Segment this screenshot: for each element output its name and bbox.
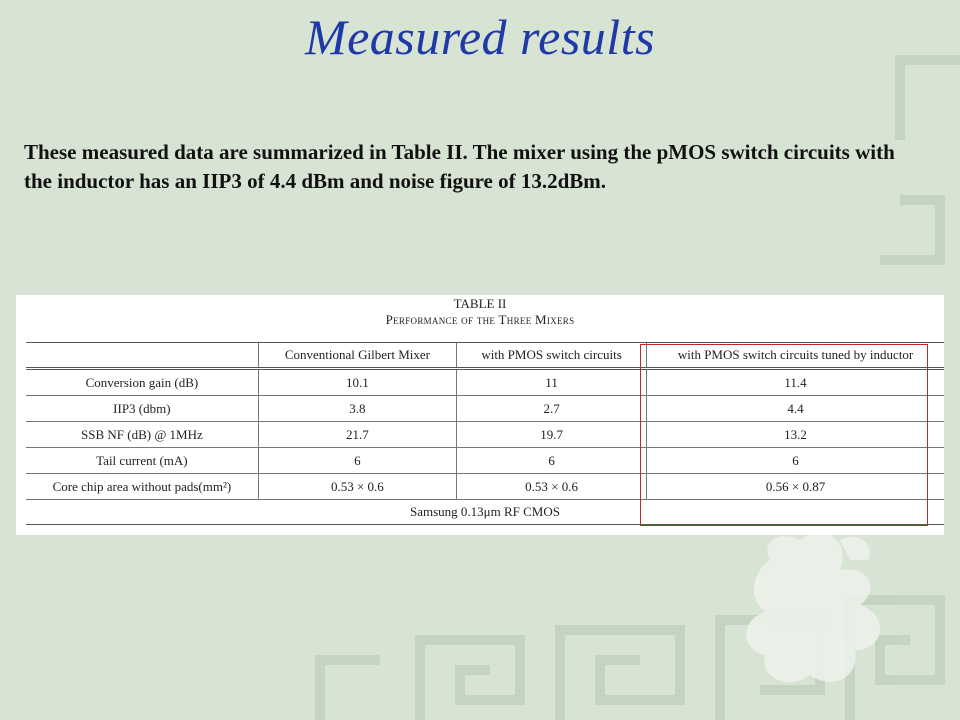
table-cell: 11.4 bbox=[647, 369, 944, 396]
table-cell: 0.53 × 0.6 bbox=[457, 474, 647, 500]
summary-text: These measured data are summarized in Table II. The mixer using the pMOS switch circuits with the inductor has an IIP3 of 4.4 dBm and noise figure of 13.2dBm. bbox=[24, 140, 895, 193]
table-cell: 19.7 bbox=[457, 422, 647, 448]
row-label-cell: SSB NF (dB) @ 1MHz bbox=[26, 422, 258, 448]
table-footer-cell: Samsung 0.13μm RF CMOS bbox=[26, 500, 944, 525]
table-cell: 10.1 bbox=[258, 369, 456, 396]
table-cell: 13.2 bbox=[647, 422, 944, 448]
header-cell: Conventional Gilbert Mixer bbox=[258, 343, 456, 369]
dragon-emblem-icon bbox=[746, 533, 880, 682]
table-cell: 6 bbox=[647, 448, 944, 474]
row-label-cell: Conversion gain (dB) bbox=[26, 369, 258, 396]
table-cell: 6 bbox=[258, 448, 456, 474]
table-cell: 6 bbox=[457, 448, 647, 474]
table-cell: 0.53 × 0.6 bbox=[258, 474, 456, 500]
summary-paragraph bbox=[8, 138, 908, 196]
table-cell: 11 bbox=[457, 369, 647, 396]
header-cell: with PMOS switch circuits bbox=[457, 343, 647, 369]
row-label-cell: Tail current (mA) bbox=[26, 448, 258, 474]
bullet-marker bbox=[8, 138, 24, 167]
table-caption-number: TABLE II bbox=[453, 296, 507, 311]
table-cell: 0.56 × 0.87 bbox=[647, 474, 944, 500]
table-cell: 3.8 bbox=[258, 396, 456, 422]
table-cell: 2.7 bbox=[457, 396, 647, 422]
table-caption-title: Performance of the Three Mixers bbox=[385, 312, 575, 327]
table-cell: 4.4 bbox=[647, 396, 944, 422]
row-label-cell: Core chip area without pads(mm²) bbox=[26, 474, 258, 500]
highlight-box bbox=[640, 344, 928, 526]
table-cell: 21.7 bbox=[258, 422, 456, 448]
slide-title: Measured results bbox=[304, 9, 656, 65]
header-cell: with PMOS switch circuits tuned by inductor bbox=[647, 343, 944, 369]
row-label-cell: IIP3 (dbm) bbox=[26, 396, 258, 422]
header-cell bbox=[26, 343, 258, 369]
